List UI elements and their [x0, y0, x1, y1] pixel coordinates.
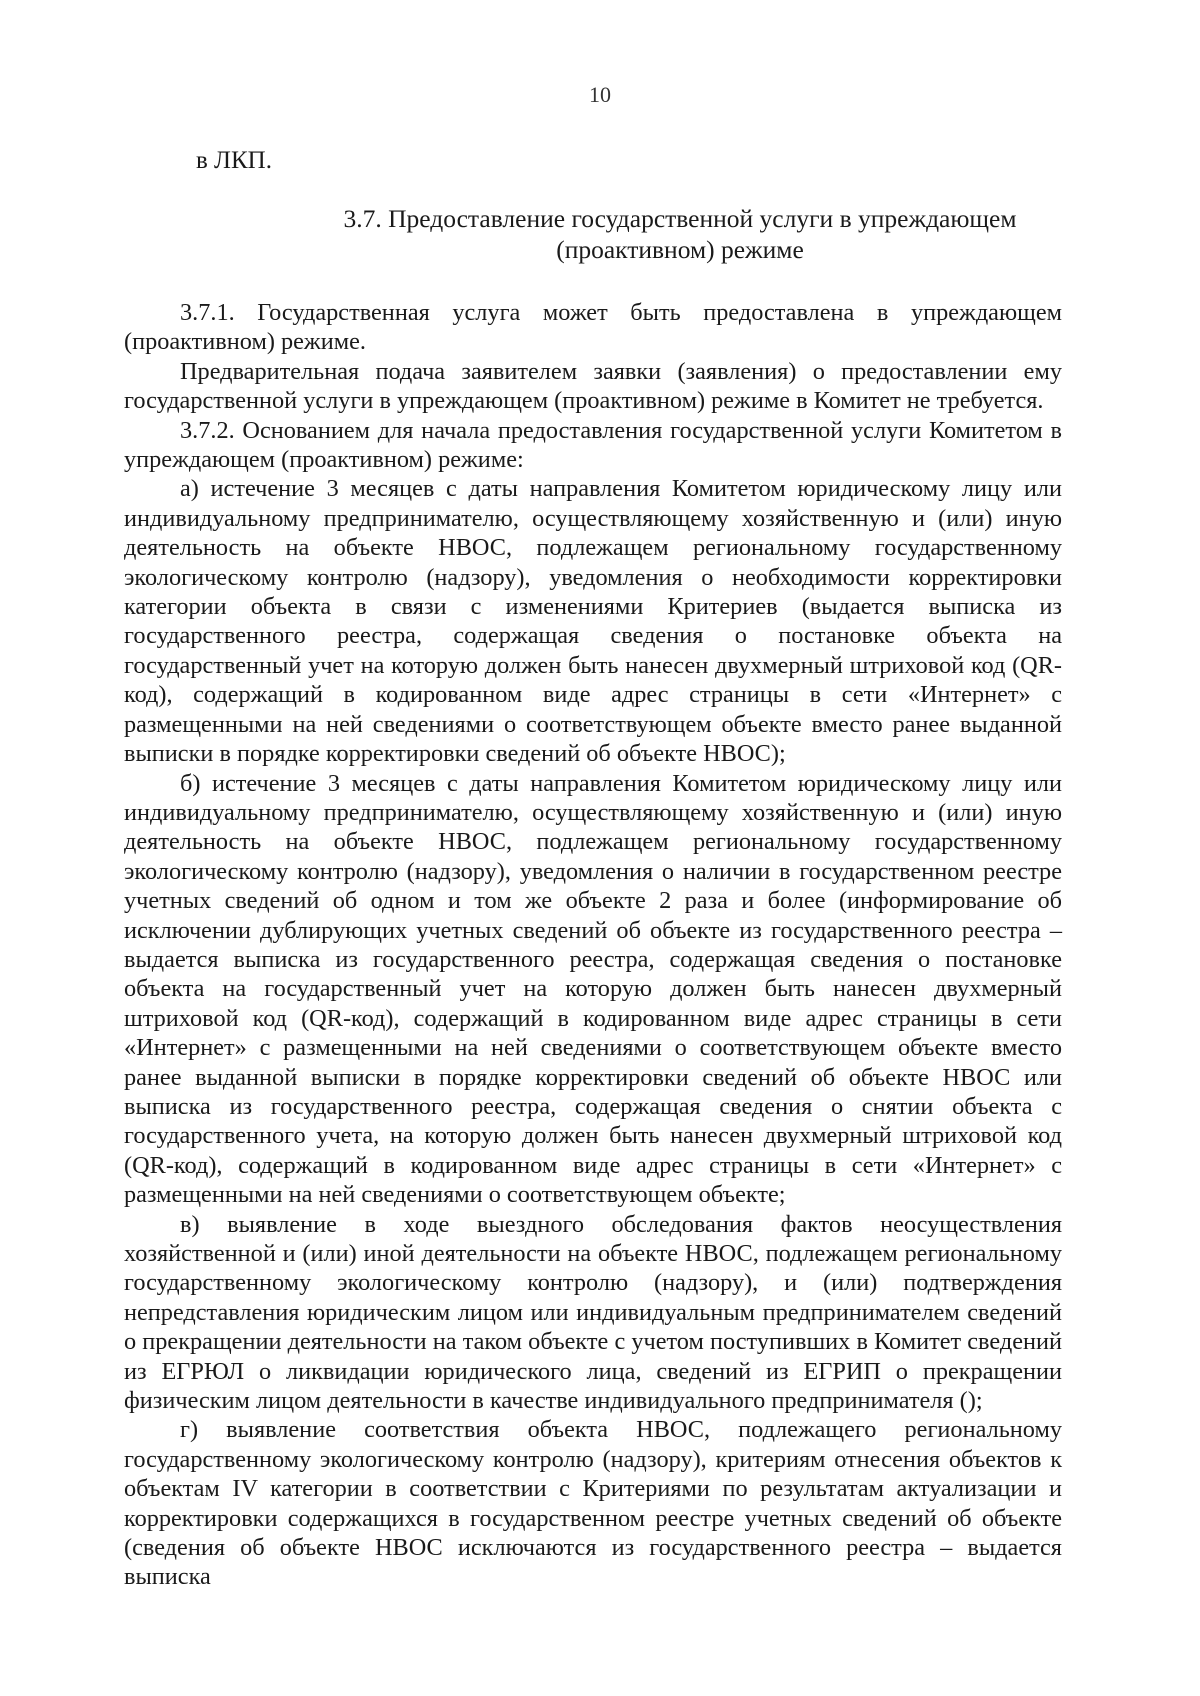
- paragraph-item-g: г) выявление соответствия объекта НВОС, подлежащего региональному государственному экологическому контролю (надзору), критериям отнесения объектов к объектам IV категории в соответствии с Критериями по результатам актуализации и корректировки содержащихся в государственном реестре учетных сведений об объекте (сведения об объекте НВОС исключаются из государственного реестра – выдается выписка: [124, 1416, 1062, 1591]
- page-number: 10: [589, 82, 611, 107]
- paragraph-item-a: а) истечение 3 месяцев с даты направления Комитетом юридическому лицу или индивидуальному предпринимателю, осуществляющему хозяйственную и (или) иную деятельность на объекте НВОС, подлежащем региональному государственному экологическому контролю (надзору), уведомления о необходимости корректировки категории объекта в связи с изменениями Критериев (выдается выписка из государственного реестра, содержащая сведения о постановке объекта на государственный учет на которую должен быть нанесен двухмерный штриховой код (QR-код), содержащий в кодированном виде адрес страницы в сети «Интернет» с размещенными на ней сведениями о соответствующем объекте вместо ранее выданной выписки в порядке корректировки сведений об объекте НВОС);: [124, 475, 1062, 768]
- paragraph-preliminary-application: Предварительная подача заявителем заявки (заявления) о предоставлении ему государственной услуги в упреждающем (проактивном) режиме в Комитет не требуется.: [124, 357, 1062, 415]
- paragraph-3-7-2: 3.7.2. Основанием для начала предоставления государственной услуги Комитетом в упреждающем (проактивном) режиме:: [124, 416, 1062, 474]
- paragraph-item-b: б) истечение 3 месяцев с даты направления Комитетом юридическому лицу или индивидуальному предпринимателю, осуществляющему хозяйственную и (или) иную деятельность на объекте НВОС, подлежащем региональному государственному экологическому контролю (надзору), уведомления о наличии в государственном реестре учетных сведений об одном и том же объекте 2 раза и более (информирование об исключении дублирующих учетных сведений об объекте из государственного реестра – выдается выписка из государственного реестра, содержащая сведения о постановке объекта на государственный учет на которую должен быть нанесен двухмерный штриховой код (QR-код), содержащий в кодированном виде адрес страницы в сети «Интернет» с размещенными на ней сведениями о соответствующем объекте вместо ранее выданной выписки в порядке корректировки сведений об объекте НВОС или выписка из государственного реестра, содержащая сведения о снятии объекта с государственного учета, на которую должен быть нанесен двухмерный штриховой код (QR-код), содержащий в кодированном виде адрес страницы в сети «Интернет» с размещенными на ней сведениями о соответствующем объекте;: [124, 769, 1062, 1209]
- section-heading-line-1: 3.7. Предоставление государственной услуги в упреждающем: [343, 204, 1017, 233]
- continuation-text: в ЛКП.: [196, 147, 272, 174]
- body-text: [124, 298, 1062, 1592]
- paragraph-item-v: в) выявление в ходе выездного обследования фактов неосуществления хозяйственной и (или) иной деятельности на объекте НВОС, подлежащем региональному государственному экологическому контролю (надзору), и (или) подтверждения непредставления юридическим лицом или индивидуальным предпринимателем сведений о прекращении деятельности на таком объекте с учетом поступивших в Комитет сведений из ЕГРЮЛ о ликвидации юридического лица, сведений из ЕГРИП о прекращении физическим лицом деятельности в качестве индивидуального предпринимателя ();: [124, 1210, 1062, 1415]
- paragraph-3-7-1: 3.7.1. Государственная услуга может быть предоставлена в упреждающем (проактивном) режиме.: [124, 299, 1062, 356]
- section-heading-line-2: (проактивном) режиме: [556, 235, 804, 264]
- section-heading: [300, 203, 1060, 265]
